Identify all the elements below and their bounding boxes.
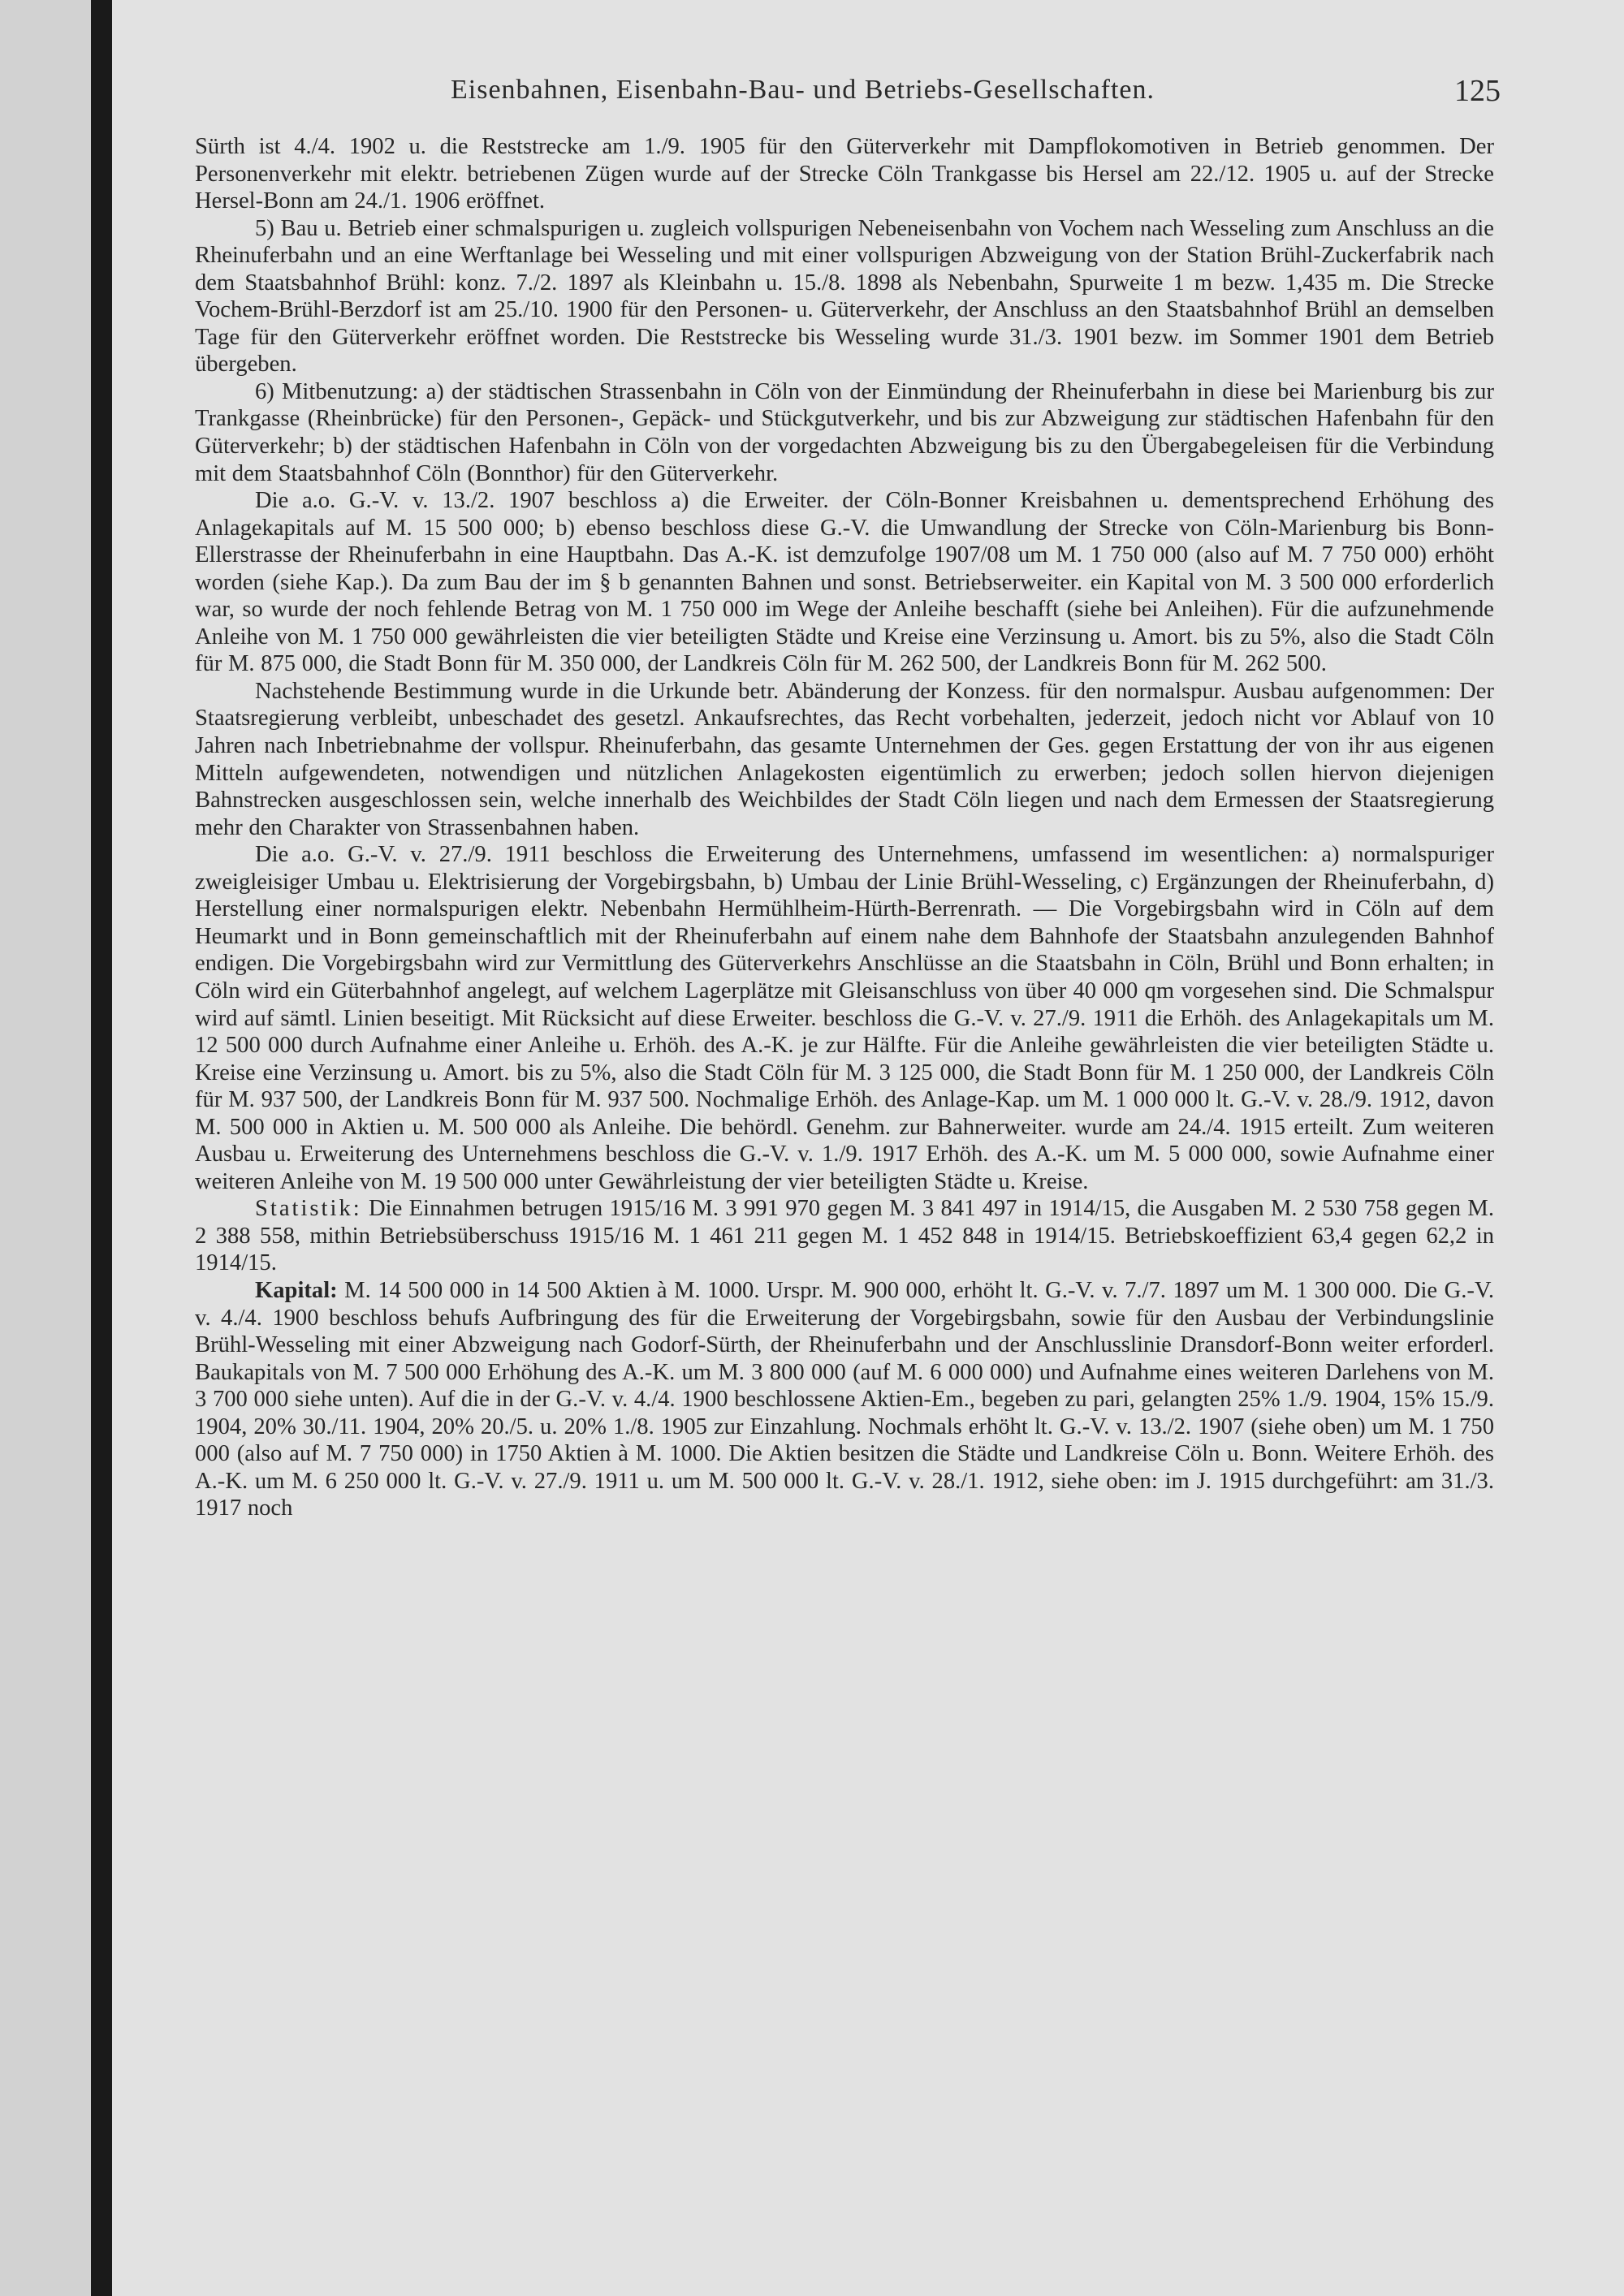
paragraph-statistik xyxy=(195,1195,1494,1277)
paragraph-5: Nachstehende Bestimmung wurde in die Urkunde betr. Abänderung der Konzess. für den normalspur. Ausbau aufgenommen: Der Staatsregierung verbleibt, unbeschadet des gesetzl. Ankaufsrechtes, das Recht vorbehalten, jederzeit, jedoch nicht vor Ablauf von 10 Jahren nach Inbetriebnahme der vollspur. Rheinuferbahn, das gesamte Unternehmen der Ges. gegen Erstattung der von ihr aus eigenen Mitteln aufgewendeten, notwendigen und nützlichen Anlagekosten eigentümlich zu erwerben; jedoch sollen hiervon diejenigen Bahnstrecken ausgeschlossen sein, welche innerhalb des Weichbildes der Stadt Cöln liegen und nach dem Ermessen der Staatsregierung mehr den Charakter von Strassenbahnen haben. xyxy=(195,678,1494,840)
page-number: 125 xyxy=(1454,74,1501,108)
paragraph-4: Die a.o. G.-V. v. 13./2. 1907 beschloss a) die Erweiter. der Cöln-Bonner Kreisbahnen u. dementsprechend Erhöhung des Anlagekapitals auf M. 15 500 000; b) ebenso beschloss diese G.-V. die Umwandlung der Strecke von Cöln-Marienburg bis Bonn-Ellerstrasse der Rheinuferbahn in eine Hauptbahn. Das A.-K. ist demzufolge 1907/08 um M. 1 750 000 (also auf M. 7 750 000) erhöht worden (siehe Kap.). Da zum Bau der im § b genannten Bahnen und sonst. Betriebserweiter. ein Kapital von M. 3 500 000 erforderlich war, so wurde der noch fehlende Betrag von M. 1 750 000 im Wege der Anleihe beschafft (siehe bei Anleihen). Für die aufzunehmende Anleihe von M. 1 750 000 gewährleisten die vier beteiligten Städte und Kreise eine Verzinsung u. Amort. bis zu 5%, also die Stadt Cöln für M. 875 000, die Stadt Bonn für M. 350 000, der Landkreis Cöln für M. 262 500, der Landkreis Bonn für M. 262 500. xyxy=(195,488,1494,677)
paragraph-2: 5) Bau u. Betrieb einer schmalspurigen u. zugleich vollspurigen Nebeneisenbahn von Vochem nach Wesseling zum Anschluss an die Rheinuferbahn und an eine Werftanlage bei Wesseling und mit einer vollspurigen Abzweigung von der Station Brühl-Zuckerfabrik nach dem Staatsbahnhof Brühl: konz. 7./2. 1897 als Kleinbahn u. 15./8. 1898 als Nebenbahn, Spurweite 1 m bezw. 1,435 m. Die Strecke Vochem-Brühl-Berzdorf ist am 25./10. 1900 für den Personen- u. Güterverkehr, der Anschluss an den Staatsbahnhof Brühl an demselben Tage für den Güterverkehr eröffnet worden. Die Reststrecke bis Wesseling wurde 31./3. 1901 bezw. im Sommer 1901 dem Betrieb übergeben. xyxy=(195,215,1494,378)
paragraph-kapital xyxy=(195,1277,1494,1522)
running-head: Eisenbahnen, Eisenbahn-Bau- und Betriebs-Gesellschaften. xyxy=(451,75,1155,105)
paragraph-3: 6) Mitbenutzung: a) der städtischen Strassenbahn in Cöln von der Einmündung der Rheinuferbahn in diese bei Marienburg bis zur Trankgasse (Rheinbrücke) für den Personen-, Gepäck- und Stückgutverkehr, und bis zur Abzweigung zur städtischen Hafenbahn für den Güterverkehr; b) der städtischen Hafenbahn in Cöln von der vorgedachten Abzweigung bis zu den Übergabegeleisen für die Verbindung mit dem Staatsbahnhof Cöln (Bonnthor) für den Güterverkehr. xyxy=(195,378,1494,486)
paragraph-1: Sürth ist 4./4. 1902 u. die Reststrecke am 1./9. 1905 für den Güterverkehr mit Dampflokomotiven in Betrieb genommen. Der Personenverkehr mit elektr. betriebenen Zügen wurde auf der Strecke Cöln Trankgasse bis Hersel am 22./12. 1905 u. auf der Strecke Hersel-Bonn am 24./1. 1906 eröffnet. xyxy=(195,134,1494,214)
body-text xyxy=(195,133,1494,1522)
kapital-heading: Kapital: xyxy=(255,1277,338,1303)
page-margin-left xyxy=(0,0,91,2296)
statistik-heading: Statistik: xyxy=(255,1196,362,1222)
statistik-text: Die Einnahmen betrugen 1915/16 M. 3 991 970 gegen M. 3 841 497 in 1914/15, die Ausgaben M. 2 530 758 gegen M. 2 388 558, mithin Betriebsüberschuss 1915/16 M. 1 461 211 gegen M. 1 452 848 in 1914/15. Betriebskoeffizient 63,4 gegen 62,2 in 1914/15. xyxy=(195,1196,1494,1276)
paragraph-6: Die a.o. G.-V. v. 27./9. 1911 beschloss die Erweiterung des Unternehmens, umfassend im wesentlichen: a) normalspuriger zweigleisiger Umbau u. Elektrisierung der Vorgebirgsbahn, b) Umbau der Linie Brühl-Wesseling, c) Ergänzungen der Rheinuferbahn, d) Herstellung einer normalspurigen elektr. Nebenbahn Hermühlheim-Hürth-Berrenrath. — Die Vorgebirgsbahn wird in Cöln auf dem Heumarkt und in Bonn gemeinschaftlich mit der Rheinuferbahn auf einem nahe dem Bahnhofe der Staatsbahn anzulegenden Bahnhof endigen. Die Vorgebirgsbahn wird zur Vermittlung des Güterverkehrs Anschlüsse an die Staatsbahn in Cöln, Brühl und Bonn erhalten; in Cöln wird ein Güterbahnhof angelegt, auf welchem Lagerplätze mit Gleisanschluss von über 40 000 qm vorgesehen sind. Die Schmalspur wird auf sämtl. Linien beseitigt. Mit Rücksicht auf diese Erweiter. beschloss die G.-V. v. 27./9. 1911 die Erhöh. des Anlagekapitals um M. 12 500 000 durch Aufnahme einer Anleihe u. Erhöh. des A.-K. je zur Hälfte. Für die Anleihe gewährleisten die vier beteiligten Städte u. Kreise eine Verzinsung u. Amort. bis zu 5%, also die Stadt Cöln für M. 3 125 000, die Stadt Bonn für M. 1 250 000, der Landkreis Cöln für M. 937 500, der Landkreis Bonn für M. 937 500. Nochmalige Erhöh. des Anlage-Kap. um M. 1 000 000 lt. G.-V. v. 28./9. 1912, davon M. 500 000 in Aktien u. M. 500 000 als Anleihe. Die behördl. Genehm. zur Bahnerweiter. wurde am 24./4. 1915 erteilt. Zum weiteren Ausbau u. Erweiterung des Unternehmens beschloss die G.-V. v. 1./9. 1917 Erhöh. des A.-K. um M. 5 000 000, sowie Aufnahme einer weiteren Anleihe von M. 19 500 000 unter Gewährleistung der vier beteiligten Städte u. Kreise. xyxy=(195,842,1494,1194)
binding-edge xyxy=(91,0,112,2296)
kapital-text: M. 14 500 000 in 14 500 Aktien à M. 1000. Urspr. M. 900 000, erhöht lt. G.-V. v. 7./7. 1897 um M. 1 300 000. Die G.-V. v. 4./4. 1900 beschloss behufs Aufbringung des für die Erweiterung der Vorgebirgsbahn, sowie für den Ausbau der Verbindungslinie Brühl-Wesseling mit einer Abzweigung nach Godorf-Sürth, der Rheinuferbahn und der Anschlusslinie Dransdorf-Bonn weiter erforderl. Baukapitals von M. 7 500 000 Erhöhung des A.-K. um M. 3 800 000 (auf M. 6 000 000) und Aufnahme eines weiteren Darlehens von M. 3 700 000 siehe unten). Auf die in der G.-V. v. 4./4. 1900 beschlossene Aktien-Em., begeben zu pari, gelangten 25% 1./9. 1904, 15% 15./9. 1904, 20% 30./11. 1904, 20% 20./5. u. 20% 1./8. 1905 zur Einzahlung. Nochmals erhöht lt. G.-V. v. 13./2. 1907 (siehe oben) um M. 1 750 000 (also auf M. 7 750 000) in 1750 Aktien à M. 1000. Die Aktien besitzen die Städte und Landkreise Cöln u. Bonn. Weitere Erhöh. des A.-K. um M. 6 250 000 lt. G.-V. v. 27./9. 1911 u. um M. 500 000 lt. G.-V. v. 28./1. 1912, siehe oben: im J. 1915 durchgeführt: am 31./3. 1917 noch xyxy=(195,1277,1494,1521)
